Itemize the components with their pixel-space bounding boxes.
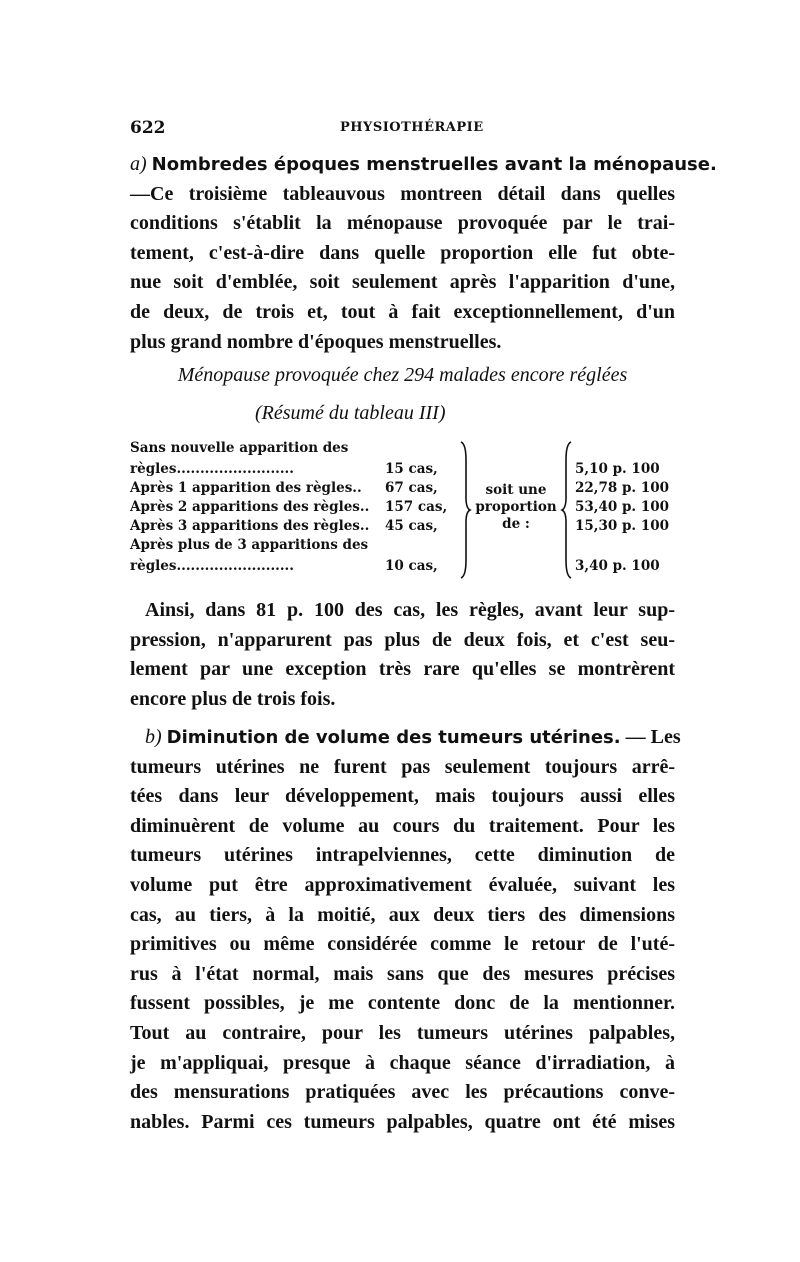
proportion-text-line: proportion (475, 499, 557, 515)
section-b-heading-rest: — Les (625, 726, 681, 748)
table-row-label: Après 2 apparitions des règles.. (130, 499, 370, 515)
section-a-paragraph (130, 150, 717, 357)
text-line: de deux, de trois et, tout à fait exceptionnellement, d'un (130, 300, 675, 323)
table-row-label: règles......................... (130, 558, 294, 574)
page-number: 622 (130, 118, 166, 138)
text-line: —Ce troisième tableauvous montreen détail dans quelles (130, 182, 675, 205)
table-row-label: règles......................... (130, 461, 294, 477)
running-title: PHYSIOTHÉRAPIE (340, 120, 484, 135)
text-line: je m'appliquai, presque à chaque séance d'irradiation, à (130, 1051, 675, 1074)
table-row-label: Sans nouvelle apparition des (130, 440, 349, 456)
table-row-count: 45 cas, (385, 518, 438, 534)
text-line: tement, c'est-à-dire dans quelle proportion elle fut obte- (130, 241, 675, 264)
text-line: diminuèrent de volume au cours du traitement. Pour les (130, 814, 675, 837)
page-header (130, 118, 675, 140)
table-row-count: 10 cas, (385, 558, 438, 574)
table-row-count: 15 cas, (385, 461, 438, 477)
table-row-percent: 5,10 p. 100 (575, 461, 660, 477)
table-row-label: Après 3 apparitions des règles.. (130, 518, 370, 534)
text-line: Tout au contraire, pour les tumeurs utérines palpables, (130, 1021, 675, 1044)
summary-table (130, 440, 675, 580)
text-line: conditions s'établit la ménopause provoquée par le trai- (130, 212, 675, 235)
text-line: volume put être approximativement évaluée, suivant les (130, 873, 675, 896)
section-b-title: Diminution de volume des tumeurs utérines. (166, 727, 621, 748)
table-row-label: Après plus de 3 apparitions des (130, 537, 369, 553)
table-row-percent: 15,30 p. 100 (575, 518, 669, 534)
text-line: cas, au tiers, à la moitié, aux deux tiers des dimensions (130, 903, 675, 926)
text-line: rus à l'état normal, mais sans que des mesures précises (130, 962, 675, 985)
proportion-text (470, 482, 562, 533)
table-row-percent: 53,40 p. 100 (575, 499, 669, 515)
section-b-paragraph (130, 723, 681, 1137)
table-row-percent: 22,78 p. 100 (575, 480, 669, 496)
table-row-count: 157 cas, (385, 499, 448, 515)
section-b-letter: b) (145, 726, 162, 748)
table-subcaption: (Résumé du tableau III) (255, 402, 446, 424)
table-row-label: Après 1 apparition des règles.. (130, 480, 362, 496)
text-line: nables. Parmi ces tumeurs palpables, quatre ont été mises (130, 1110, 675, 1133)
text-line: tumeurs utérines ne furent pas seulement toujours arrê- (130, 755, 675, 778)
text-line: nue soit d'emblée, soit seulement après l'apparition d'une, (130, 271, 675, 294)
proportion-text-line: soit une (485, 482, 547, 498)
conclusion-paragraph (130, 596, 675, 714)
table-caption: Ménopause provoquée chez 294 malades encore réglées (177, 364, 628, 386)
table-row-count: 67 cas, (385, 480, 438, 496)
text-line: primitives ou même considérée comme le retour de l'uté- (130, 933, 675, 956)
section-b-heading-line (130, 723, 681, 753)
text-line: Ainsi, dans 81 p. 100 des cas, les règles, avant leur sup- (145, 599, 675, 621)
text-line: encore plus de trois fois. (130, 687, 336, 710)
text-line: plus grand nombre d'époques menstruelles. (130, 330, 502, 353)
text-line: pression, n'apparurent pas plus de deux fois, et c'est seu- (130, 628, 675, 651)
proportion-text-line: de : (502, 516, 530, 532)
text-line: fussent possibles, je me contente donc de la mentionner. (130, 992, 675, 1015)
text-line: tumeurs utérines intrapelviennes, cette diminution de (130, 844, 675, 867)
text-line: lement par une exception très rare qu'elles se montrèrent (130, 658, 675, 681)
text-line: tées dans leur développement, mais toujours aussi elles (130, 785, 675, 808)
right-brace-icon (560, 440, 574, 580)
section-a-heading-line (130, 150, 717, 180)
section-a-letter: a) (130, 153, 147, 175)
text-line: des mensurations pratiquées avec les précautions conve- (130, 1081, 675, 1104)
table-row-percent: 3,40 p. 100 (575, 558, 660, 574)
section-a-title: Nombredes époques menstruelles avant la ménopause. (151, 154, 717, 175)
